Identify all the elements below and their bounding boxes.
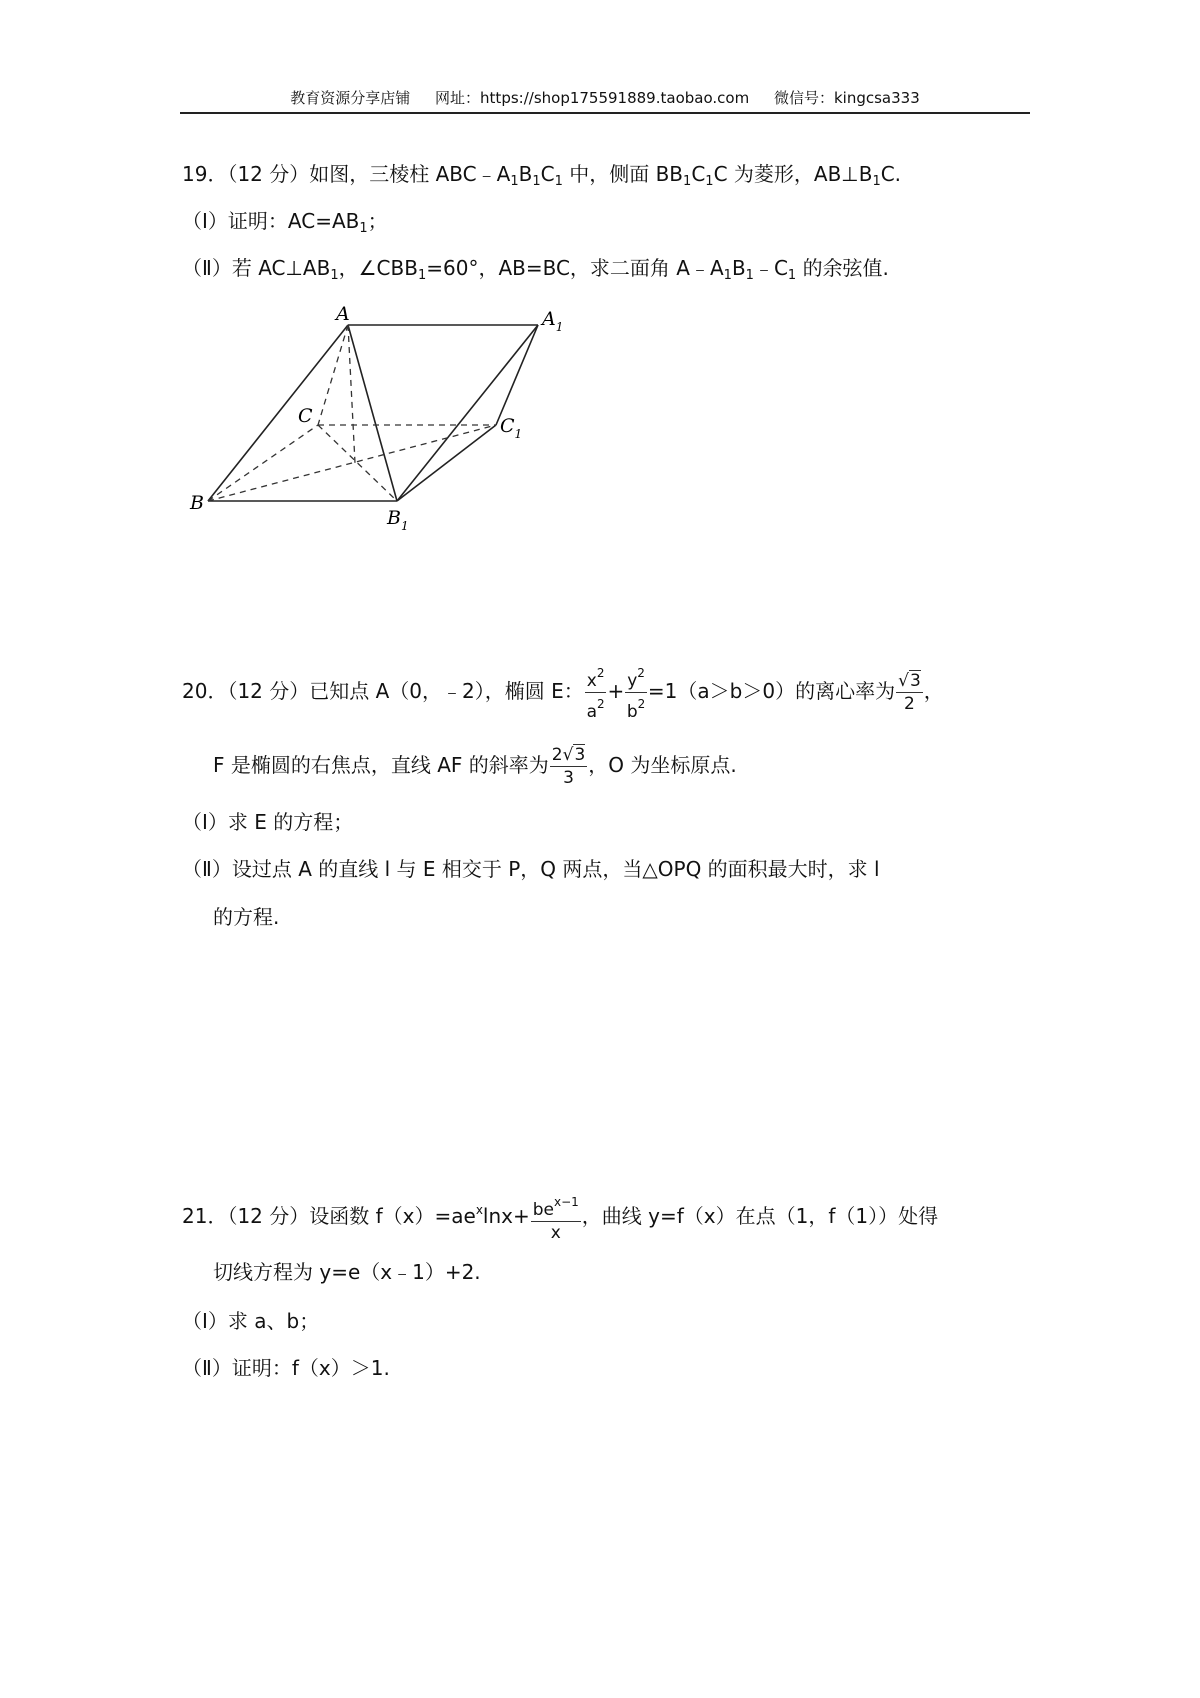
eccentricity-fraction: $\frac{√3}{2}$ xyxy=(898,671,921,714)
wechat-id: kingcsa333 xyxy=(833,89,920,107)
q19-part2: （Ⅱ）若 $AC\perp AB_1$，$\angle CBB_1=60^\circ$，AB=BC，求二面角 $A﹣A_1B_1﹣C_1$ 的余弦值. xyxy=(182,256,889,283)
label-A: A xyxy=(336,303,350,325)
label-B: B xyxy=(190,492,204,514)
q19-stem: 19．（12 分）如图，三棱柱 $ABC﹣A_1B_1C_1$ 中，侧面 $BB_1C_1C$ 为菱形，$AB\perp B_1C$. xyxy=(182,162,902,189)
q20-part1: （Ⅰ）求 E 的方程； xyxy=(182,810,354,834)
q21-part2: （Ⅱ）证明：f（x）＞1. xyxy=(182,1356,390,1380)
label-A1: $A_1$ xyxy=(542,308,564,334)
be-fraction: $\frac{be^{x-1}}{x}$ xyxy=(531,1191,581,1244)
q20-part2: （Ⅱ）设过点 A 的直线 l 与 E 相交于 P，Q 两点，当△OPQ 的面积最大时，求 l xyxy=(182,857,880,881)
q21-stem: 21．（12 分）设函数 $f(x)=ae^x\ln x+$ $\frac{be^{x-1}}{x}$ ，曲线 y=f（x）在点（1，f（1））处得 xyxy=(182,1191,938,1244)
fraction-y2-b2: $\frac{y^2}{b^2}$ xyxy=(625,662,647,723)
fraction-x2-a2: $\frac{x^2}{a^2}$ xyxy=(585,662,607,723)
url-label: 网址： xyxy=(435,89,481,107)
q20-part2-cont: 的方程. xyxy=(213,905,280,929)
wechat-label: 微信号： xyxy=(773,89,834,107)
q20-stem: 20．（12 分）已知点 A（0，﹣2），椭圆 E： $\frac{x^2}{a^2}$ + $\frac{y^2}{b^2}$ =1（a＞b＞0）的离心率为 $\frac{√3}{2}$ ， xyxy=(182,662,944,723)
q21-stem-cont: 切线方程为 y=e（x﹣1）+2. xyxy=(213,1260,481,1284)
q19-part1: （Ⅰ）证明：$AC=AB_1$； xyxy=(182,209,388,236)
q21-part1: （Ⅰ）求 a、b； xyxy=(182,1309,320,1333)
prism-figure xyxy=(180,300,580,540)
slope-fraction: $\frac{2√3}{3}$ xyxy=(551,745,586,788)
shop-url[interactable]: https://shop175591889.taobao.com xyxy=(480,89,750,107)
label-B1: $B_1$ xyxy=(387,507,409,533)
page-header xyxy=(180,84,1030,114)
q20-stem-cont: F 是椭圆的右焦点，直线 AF 的斜率为 $\frac{2√3}{3}$ ，O 为坐标原点. xyxy=(213,745,737,788)
label-C1: $C_1$ xyxy=(500,415,523,441)
label-C: C xyxy=(298,405,313,427)
shop-name: 教育资源分享店铺 xyxy=(290,89,411,107)
